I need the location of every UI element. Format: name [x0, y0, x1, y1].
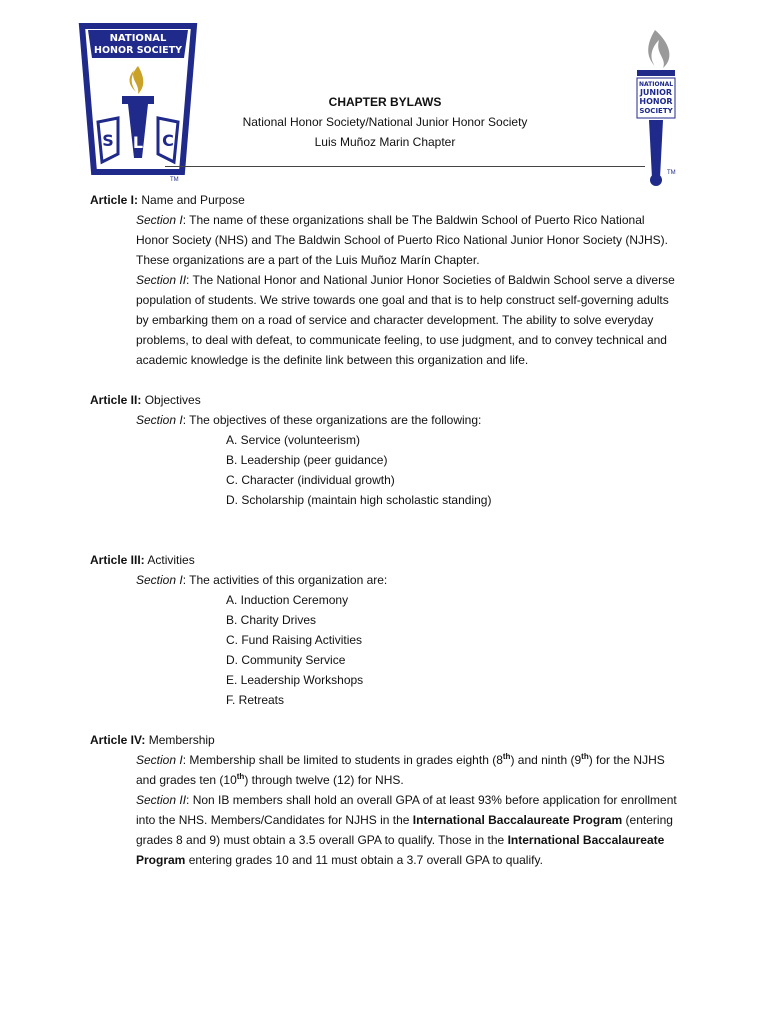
njhs-tm: TM	[667, 170, 676, 176]
program-name: International Baccalaureate Program	[412, 813, 623, 827]
article-3	[90, 550, 680, 710]
section-text: ) for the NJHS and grades ten (10	[136, 753, 665, 787]
article-2	[90, 390, 680, 510]
bylaws-content	[90, 190, 680, 870]
list-item: B. Leadership (peer guidance)	[226, 453, 388, 467]
section-label: Section II	[136, 793, 187, 807]
njhs-torch-logo	[625, 28, 695, 188]
article-4-title: Membership	[148, 733, 215, 747]
section-text: : The activities of this organization are:	[182, 573, 388, 587]
nhs-letter-l: L	[132, 133, 144, 152]
nhs-letter-s: S	[102, 131, 114, 150]
article-4-section-1	[136, 750, 680, 790]
nhs-keystone-logo	[78, 22, 198, 184]
section-text: ) through twelve (12) for NHS.	[244, 773, 404, 787]
list-item: D. Scholarship (maintain high scholastic standing)	[226, 493, 492, 507]
article-4	[90, 730, 680, 870]
article-1-number: Article I:	[90, 193, 139, 207]
nhs-logo-line1: NATIONAL	[109, 33, 167, 44]
section-label: Section II	[136, 273, 187, 287]
section-text: : Membership shall be limited to students in grades eighth (8	[182, 753, 503, 767]
list-item: A. Service (volunteerism)	[226, 433, 361, 447]
article-1-section-2	[136, 270, 680, 370]
list-item: C. Fund Raising Activities	[226, 633, 363, 647]
objectives-list	[226, 430, 680, 510]
article-4-heading	[90, 730, 680, 750]
ordinal-suffix: th	[236, 772, 245, 781]
section-label: Section I	[136, 753, 183, 767]
chapter-name: Luis Muñoz Marin Chapter	[314, 135, 456, 149]
njhs-torch-icon	[649, 120, 663, 178]
article-3-section-1	[136, 570, 680, 590]
article-2-section-1	[136, 410, 680, 430]
article-1-section-1	[136, 210, 680, 270]
list-item: B. Charity Drives	[226, 613, 317, 627]
list-item: C. Character (individual growth)	[226, 473, 395, 487]
section-text: entering grades 10 and 11 must obtain a 3.7 overall GPA to qualify.	[185, 853, 543, 867]
list-item: E. Leadership Workshops	[226, 673, 364, 687]
section-text: : Non IB members shall hold an overall GPA of at least 93% before application for enrollment into the NHS. Members/Candidates for NJHS in the	[136, 793, 677, 827]
article-2-title: Objectives	[144, 393, 201, 407]
article-4-section-2	[136, 790, 680, 870]
njhs-logo-line1: NATIONAL	[638, 81, 674, 88]
section-text: : The objectives of these organizations are the following:	[182, 413, 482, 427]
njhs-flame-icon	[648, 30, 669, 68]
document-subtitle: National Honor Society/National Junior Honor Society	[242, 115, 528, 129]
njhs-logo-line3: HONOR	[639, 97, 673, 106]
article-1-heading	[90, 190, 680, 210]
section-text: ) and ninth (9	[510, 753, 582, 767]
section-label: Section I	[136, 413, 183, 427]
document-title: CHAPTER BYLAWS	[328, 95, 442, 109]
article-3-number: Article III:	[90, 553, 145, 567]
section-text: : The name of these organizations shall be The Baldwin School of Puerto Rico National Honor Society (NHS) and The Baldwin School of Puerto Rico National Junior Honor Society (NJHS). These organizations are a part of the Luis Muñoz Marín Chapter.	[136, 213, 669, 267]
article-1	[90, 190, 680, 370]
program-name: International Baccalaureate Program	[136, 833, 665, 867]
list-item: A. Induction Ceremony	[226, 593, 349, 607]
article-3-title: Activities	[147, 553, 195, 567]
ordinal-suffix: th	[502, 752, 511, 761]
article-1-title: Name and Purpose	[141, 193, 245, 207]
article-2-heading	[90, 390, 680, 410]
nhs-logo-line2: HONOR SOCIETY	[94, 45, 182, 56]
list-item: F. Retreats	[226, 693, 285, 707]
list-item: D. Community Service	[226, 653, 346, 667]
document-header	[200, 92, 570, 152]
article-3-heading	[90, 550, 680, 570]
article-2-number: Article II:	[90, 393, 142, 407]
nhs-letter-c: C	[162, 131, 174, 150]
article-4-number: Article IV:	[90, 733, 146, 747]
activities-list	[226, 590, 680, 710]
section-text: : The National Honor and National Junior Honor Societies of Baldwin School serve a diverse population of students. We strive towards one goal and that is to help construct self-governing adults by embarking them on a road of service and character development. The ability to solve everyday problems, to deal with defeat, to communicate feeling, to use judgment, and to convey technical and academic knowledge is the definite link between this organization and life.	[136, 273, 675, 367]
section-label: Section I	[136, 573, 183, 587]
header-divider	[165, 166, 645, 167]
njhs-logo-line4: SOCIETY	[639, 107, 673, 115]
njhs-logo-line2: JUNIOR	[639, 88, 673, 97]
section-text: (entering grades 8 and 9) must obtain a 3.5 overall GPA to qualify. Those in the	[136, 813, 673, 847]
ordinal-suffix: th	[581, 752, 589, 761]
section-label: Section I	[136, 213, 183, 227]
nhs-tm: TM	[170, 177, 179, 183]
